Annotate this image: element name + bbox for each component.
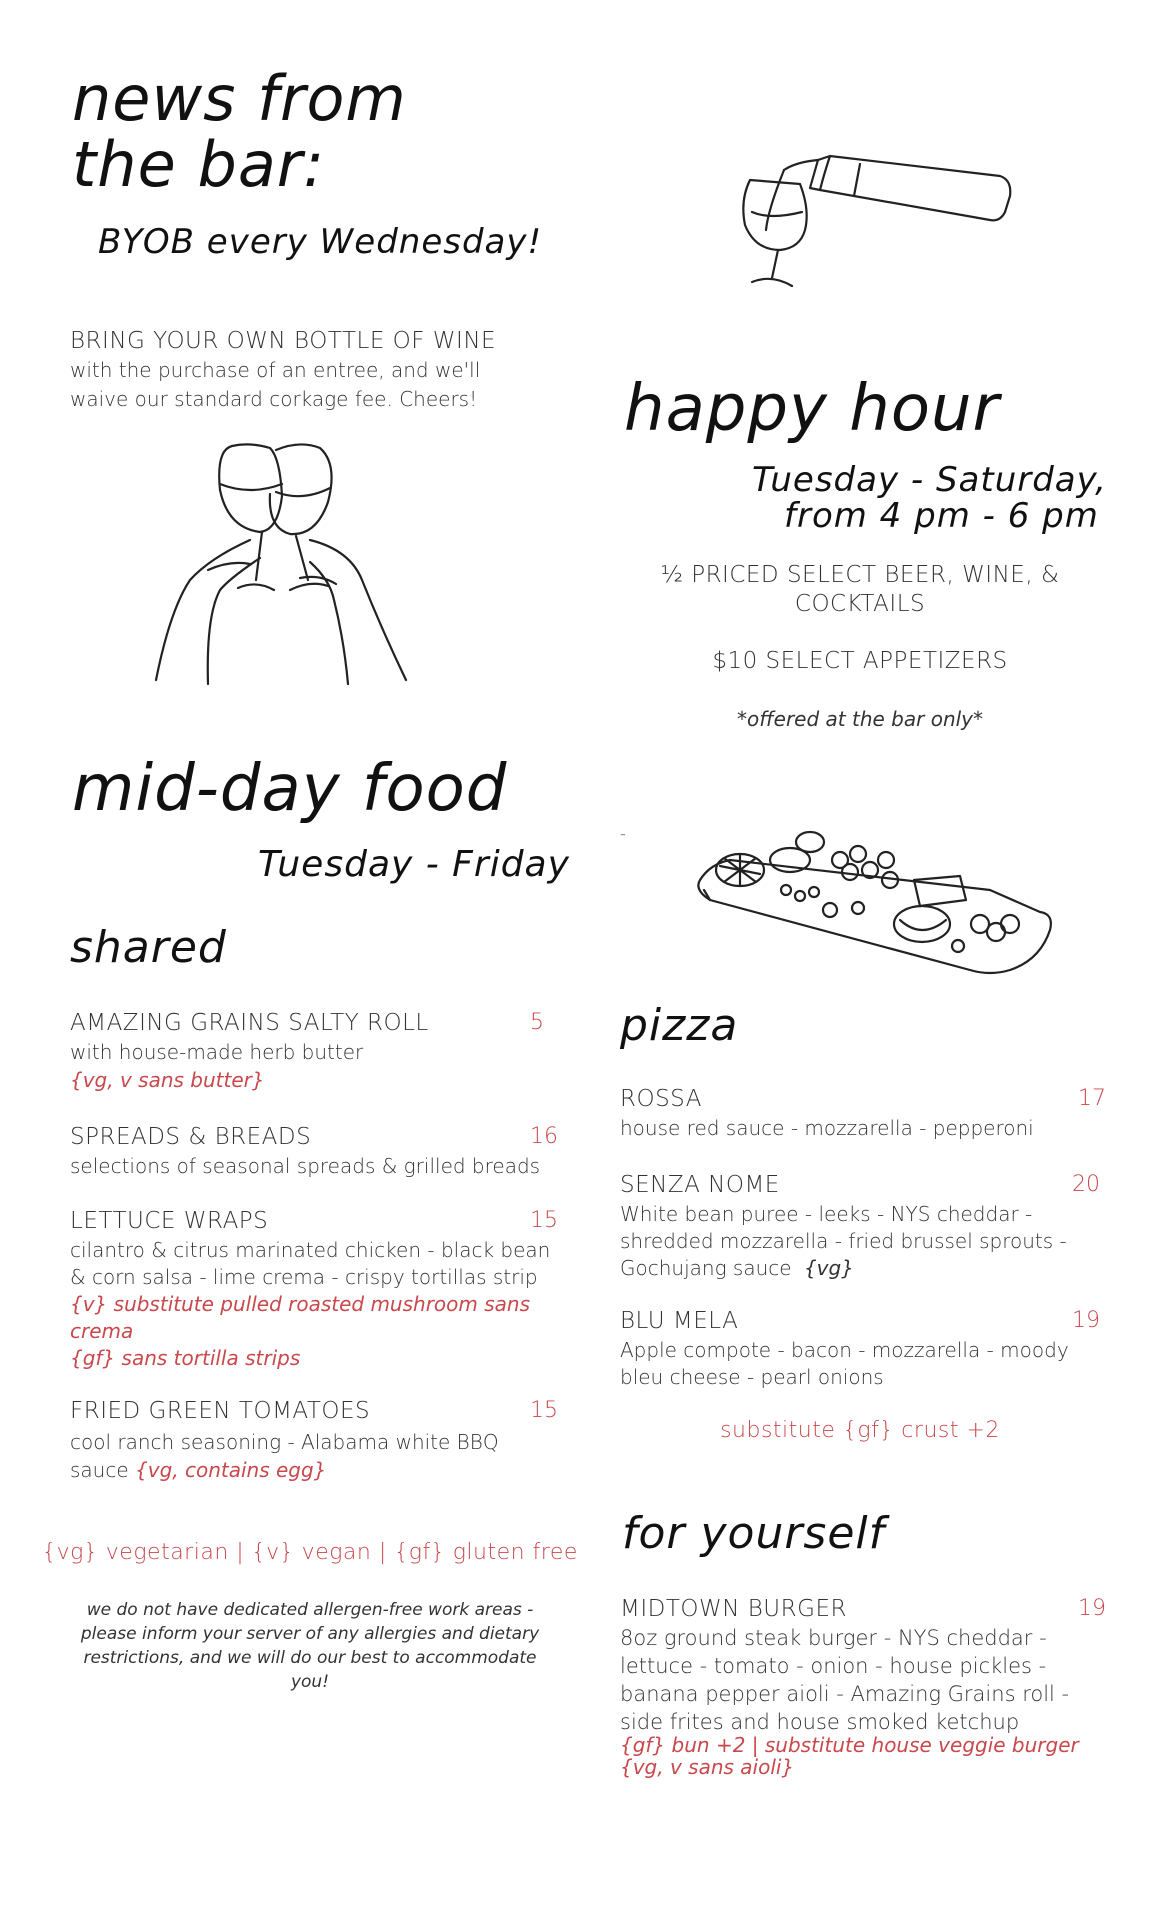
charcuterie-board-icon	[690, 820, 1060, 980]
allergen-note-line3: restrictions, and we will do our best to accommodate	[83, 1648, 537, 1668]
shared-item-3-note1: {v} substitute pulled roasted mushroom sans	[70, 1292, 531, 1316]
burger-note2: {vg, v sans aioli}	[620, 1755, 795, 1779]
shared-item-3-desc1: cilantro & citrus marinated chicken - black bean	[70, 1238, 551, 1262]
shared-heading: shared	[70, 922, 227, 973]
happy-hour-days: Tuesday - Saturday,	[752, 460, 1107, 500]
pizza-item-2-price: 20	[1072, 1172, 1100, 1197]
midday-title: mid-day food	[72, 752, 508, 826]
pizza-substitute-note: substitute {gf} crust +2	[720, 1418, 1000, 1443]
midday-dash: -	[620, 824, 626, 843]
pizza-item-3-desc2: bleu cheese - pearl onions	[620, 1365, 884, 1389]
allergen-note-line4: you!	[290, 1672, 330, 1692]
shared-item-1-desc: with house-made herb butter	[70, 1040, 364, 1064]
happy-hour-offer1-line2: COCKTAILS	[794, 591, 926, 617]
pizza-item-1-desc: house red sauce - mozzarella - pepperoni	[620, 1116, 1034, 1140]
pizza-item-2-desc2: shredded mozzarella - fried brussel sprouts -	[620, 1229, 1067, 1253]
happy-hour-time: from 4 pm - 6 pm	[784, 496, 1099, 536]
burger-desc1: 8oz ground steak burger - NYS cheddar -	[620, 1626, 1047, 1650]
shared-item-4-price: 15	[530, 1398, 558, 1423]
burger-note1: {gf} bun +2 | substitute house veggie burger	[620, 1733, 1079, 1757]
bar-title-line2: the bar:	[72, 128, 326, 201]
pizza-item-2-desc3	[620, 1254, 854, 1282]
happy-hour-note: *offered at the bar only*	[736, 707, 984, 731]
shared-item-1-note: {vg, v sans butter}	[70, 1068, 265, 1092]
bar-intro-line2: with the purchase of an entree, and we'll	[70, 358, 481, 382]
midday-days: Tuesday - Friday	[258, 844, 570, 885]
pizza-item-3-price: 19	[1072, 1308, 1100, 1333]
allergen-note-line2: please inform your server of any allergies and dietary	[80, 1624, 540, 1644]
pizza-item-2-note: {vg}	[803, 1256, 854, 1280]
shared-item-2-name: SPREADS & BREADS	[70, 1124, 312, 1150]
shared-item-3-note3: {gf} sans tortilla strips	[70, 1346, 301, 1370]
shared-item-3-note2: crema	[70, 1319, 134, 1343]
bar-intro-caps: BRING YOUR OWN BOTTLE OF WINE	[70, 328, 497, 354]
shared-item-3-name: LETTUCE WRAPS	[70, 1208, 269, 1234]
burger-desc2: lettuce - tomato - onion - house pickles -	[620, 1654, 1047, 1678]
shared-item-2-desc: selections of seasonal spreads & grilled breads	[70, 1154, 541, 1178]
bar-subtitle: BYOB every Wednesday!	[98, 222, 543, 262]
pizza-item-2-desc1: White bean puree - leeks - NYS cheddar -	[620, 1202, 1033, 1226]
cheers-glasses-icon	[150, 440, 420, 690]
burger-desc3: banana pepper aioli - Amazing Grains roll -	[620, 1682, 1070, 1706]
pizza-item-2-desc3-text: Gochujang sauce	[620, 1256, 792, 1280]
shared-item-1-name: AMAZING GRAINS SALTY ROLL	[70, 1010, 429, 1036]
bar-intro-line3: waive our standard corkage fee. Cheers!	[70, 387, 478, 411]
shared-item-4-desc2-text: sauce	[70, 1458, 129, 1482]
shared-item-1-price: 5	[530, 1010, 544, 1035]
shared-item-4-note: {vg, contains egg}	[135, 1458, 327, 1482]
burger-desc4: side frites and house smoked ketchup	[620, 1710, 1020, 1734]
burger-name: MIDTOWN BURGER	[620, 1596, 847, 1622]
dietary-legend: {vg} vegetarian | {v} vegan | {gf} gluten free	[42, 1540, 578, 1565]
pizza-item-3-name: BLU MELA	[620, 1308, 739, 1334]
shared-item-4-name: FRIED GREEN TOMATOES	[70, 1398, 371, 1424]
shared-item-4-desc2	[70, 1456, 326, 1484]
shared-item-3-price: 15	[530, 1208, 558, 1233]
shared-item-3-desc2: & corn salsa - lime crema - crispy tortillas strip	[70, 1265, 538, 1289]
shared-item-4-desc1: cool ranch seasoning - Alabama white BBQ	[70, 1430, 499, 1454]
happy-hour-offer1-line1: ½ PRICED SELECT BEER, WINE, &	[660, 562, 1060, 588]
allergen-note-line1: we do not have dedicated allergen-free work areas -	[86, 1600, 534, 1620]
pizza-heading: pizza	[620, 1000, 739, 1051]
happy-hour-title: happy hour	[624, 372, 1000, 446]
burger-price: 19	[1078, 1596, 1106, 1621]
shared-item-2-price: 16	[530, 1124, 558, 1149]
pizza-item-1-name: ROSSA	[620, 1086, 702, 1112]
yourself-heading: for yourself	[622, 1508, 886, 1559]
pizza-item-2-name: SENZA NOME	[620, 1172, 780, 1198]
bar-title-line1: news from	[72, 62, 407, 135]
pizza-item-3-desc1: Apple compote - bacon - mozzarella - moody	[620, 1338, 1069, 1362]
happy-hour-offer2: $10 SELECT APPETIZERS	[712, 648, 1008, 674]
pizza-item-1-price: 17	[1078, 1086, 1106, 1111]
wine-pour-icon	[700, 140, 1020, 300]
